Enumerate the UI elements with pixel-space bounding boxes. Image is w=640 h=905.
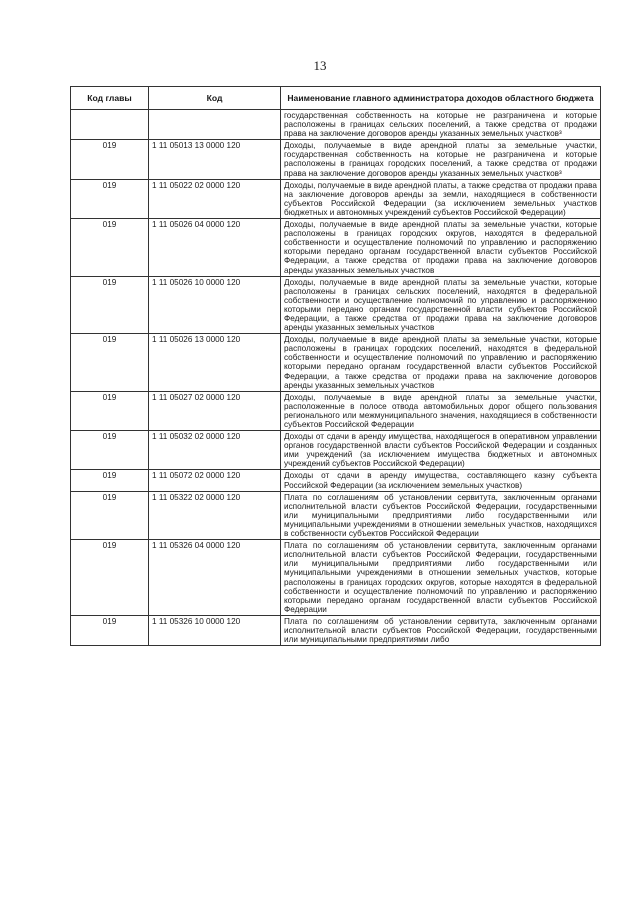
chapter-cell: 019 <box>71 391 149 430</box>
chapter-cell: 019 <box>71 470 149 491</box>
table-row <box>71 470 601 491</box>
code-cell: 1 11 05322 02 0000 120 <box>149 491 281 539</box>
name-cell: Плата по соглашениям об установлении сервитута, заключенным органами исполнительной власти субъектов Российской Федерации, государственными или муниципальными предприятиями либо государственными или муниципальными учреждениями в отношении земельных участков, которые расположены в границах городских округов, которые находятся в федеральной собственности и осуществление полномочий по управлению и распоряжению которыми передано органам государственной власти субъектов Российской Федерации <box>281 540 601 616</box>
code-cell <box>149 110 281 140</box>
chapter-cell <box>71 110 149 140</box>
code-cell: 1 11 05013 13 0000 120 <box>149 140 281 179</box>
code-cell: 1 11 05072 02 0000 120 <box>149 470 281 491</box>
table-header-row <box>71 87 601 110</box>
chapter-cell: 019 <box>71 179 149 218</box>
code-cell: 1 11 05326 04 0000 120 <box>149 540 281 616</box>
name-cell: Доходы от сдачи в аренду имущества, находящегося в оперативном управлении органов государственной власти субъектов Российской Федерации и созданных ими учреждений (за исключением имущества бюджетных и автономных учреждений субъектов Российской Федерации) <box>281 431 601 470</box>
table-row <box>71 179 601 218</box>
table-row <box>71 334 601 392</box>
chapter-cell: 019 <box>71 276 149 334</box>
name-cell: Доходы, получаемые в виде арендной платы, а также средства от продажи права на заключение договоров аренды за земли, находящиеся в собственности субъектов Российской Федерации (за исключением земельных участков бюджетных и автономных учреждений субъектов Российской Федерации) <box>281 179 601 218</box>
header-code: Код <box>149 87 281 110</box>
header-chapter-code: Код главы <box>71 87 149 110</box>
code-cell: 1 11 05032 02 0000 120 <box>149 431 281 470</box>
chapter-cell: 019 <box>71 334 149 392</box>
table-row <box>71 615 601 645</box>
code-cell: 1 11 05026 04 0000 120 <box>149 219 281 277</box>
name-cell: Плата по соглашениям об установлении сервитута, заключенным органами исполнительной власти субъектов Российской Федерации, государственными или муниципальными предприятиями либо государственными или муниципальными учреждениями в отношении земельных участков, находящихся в собственности субъектов Российской Федерации <box>281 491 601 539</box>
table-row <box>71 431 601 470</box>
code-cell: 1 11 05326 10 0000 120 <box>149 615 281 645</box>
table-row <box>71 219 601 277</box>
name-cell: Доходы, получаемые в виде арендной платы за земельные участки, которые расположены в границах сельских поселений, находятся в федеральной собственности и осуществление полномочий по управлению и распоряжению которыми передано органам государственной власти субъектов Российской Федерации, а также средства от продажи права на заключение договоров аренды указанных земельных участков <box>281 276 601 334</box>
name-cell: Доходы от сдачи в аренду имущества, составляющего казну субъекта Российской Федерации (за исключением земельных участков) <box>281 470 601 491</box>
code-cell: 1 11 05022 02 0000 120 <box>149 179 281 218</box>
name-cell: государственная собственность на которые не разграничена и которые расположены в границах сельских поселений, а также средства от продажи права на заключение договоров аренды указанных земельных участков³ <box>281 110 601 140</box>
table-row <box>71 491 601 539</box>
code-cell: 1 11 05026 13 0000 120 <box>149 334 281 392</box>
revenue-administrators-table <box>70 86 601 646</box>
name-cell: Доходы, получаемые в виде арендной платы за земельные участки, расположенные в полосе отвода автомобильных дорог общего пользования регионального или межмуниципального значения, находящиеся в собственности субъектов Российской Федерации <box>281 391 601 430</box>
table-row <box>71 110 601 140</box>
chapter-cell: 019 <box>71 431 149 470</box>
chapter-cell: 019 <box>71 615 149 645</box>
chapter-cell: 019 <box>71 140 149 179</box>
code-cell: 1 11 05027 02 0000 120 <box>149 391 281 430</box>
name-cell: Плата по соглашениям об установлении сервитута, заключенным органами исполнительной власти субъектов Российской Федерации, государственными или муниципальными предприятиями либо <box>281 615 601 645</box>
table-row <box>71 391 601 430</box>
table-row <box>71 540 601 616</box>
header-administrator-name: Наименование главного администратора доходов областного бюджета <box>281 87 601 110</box>
chapter-cell: 019 <box>71 219 149 277</box>
name-cell: Доходы, получаемые в виде арендной платы за земельные участки, которые расположены в границах городских округов, находятся в федеральной собственности и осуществление полномочий по управлению и распоряжению которыми передано органам государственной власти субъектов Российской Федерации, а также средства от продажи права на заключение договоров аренды указанных земельных участков <box>281 219 601 277</box>
name-cell: Доходы, получаемые в виде арендной платы за земельные участки, которые расположены в границах городских поселений, находятся в федеральной собственности и осуществление полномочий по управлению и распоряжению которыми передано органам государственной власти субъектов Российской Федерации, а также средства от продажи права на заключение договоров аренды указанных земельных участков <box>281 334 601 392</box>
code-cell: 1 11 05026 10 0000 120 <box>149 276 281 334</box>
chapter-cell: 019 <box>71 540 149 616</box>
chapter-cell: 019 <box>71 491 149 539</box>
name-cell: Доходы, получаемые в виде арендной платы за земельные участки, государственная собственность на которые не разграничена и которые расположены в границах городских поселений, а также средства от продажи права на заключение договоров аренды указанных земельных участков³ <box>281 140 601 179</box>
table-row <box>71 276 601 334</box>
page-number: 13 <box>313 58 327 73</box>
table-row <box>71 140 601 179</box>
